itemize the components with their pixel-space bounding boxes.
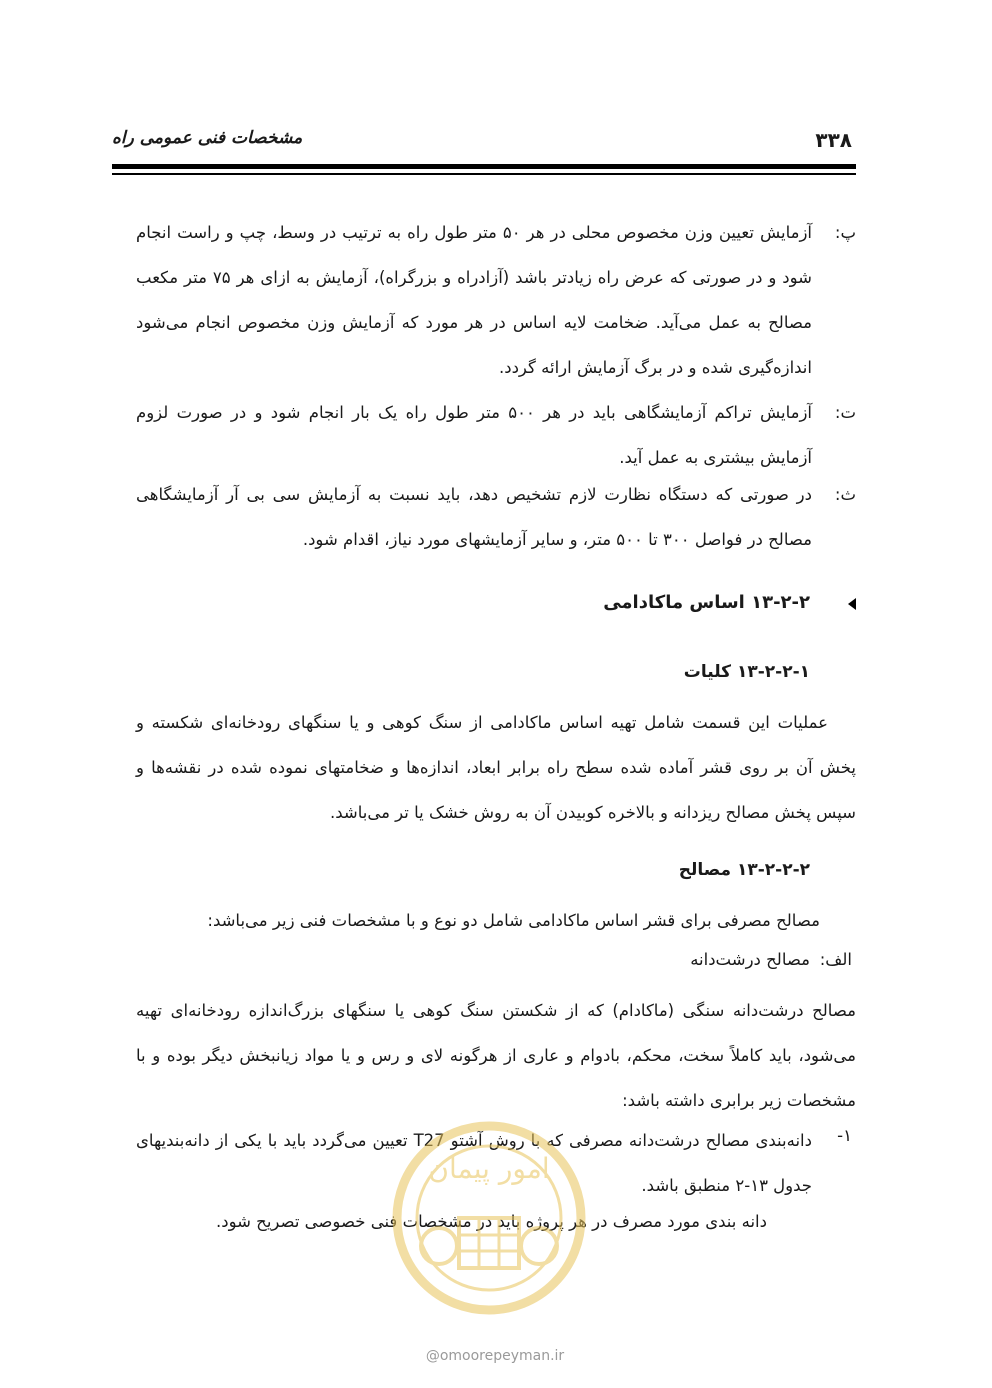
list-item-text: آزمایش تراکم آزمایشگاهی باید در هر ۵۰۰ متر طول راه یک بار انجام شود و در صورت لزوم آزمایش بیشتری به عمل آید. [136,403,813,467]
section-heading: ۱۳-۲-۲ اساس ماکادامی [603,592,810,613]
materials-intro-text: مصالح مصرفی برای قشر اساس ماکادامی شامل دو نوع و با مشخصات فنی زیر می‌باشد: [207,911,820,930]
header-rule-thin [112,173,856,175]
numbered-item-label: ۱- [837,1126,852,1145]
numbered-item-text: دانه‌بندی مصالح درشت‌دانه مصرفی که با روش آشتو T27 تعیین می‌گردد باید با یکی از دانه‌بندیهای جدول ۱۳-۲ منطبق باشد. [136,1131,812,1195]
list-item-se [136,472,856,562]
subsection-heading-general: ۱۳-۲-۲-۱ کلیات [683,662,810,682]
gradation-note: دانه بندی مورد مصرف در هر پروژه باید در مشخصات فنی خصوصی تصریح شود. [215,1212,767,1231]
coarse-aggregate-text: مصالح درشت‌دانه سنگی (ماکادام) که از شکستن سنگ کوهی یا سنگهای بزرگ‌اندازه رودخانه‌ای تهیه می‌شود، باید کاملاً سخت، محکم، بادوام و عاری از هرگونه لای و رس و یا مواد زیانبخش دیگر بوده و با مشخصات زیر برابری داشته باشد: [136,1001,856,1110]
subsection-heading-materials: ۱۳-۲-۲-۲ مصالح [678,860,810,880]
running-header-title: مشخصات فنی عمومی راه [112,128,303,148]
list-item-te [136,390,856,480]
alef-label: الف: [819,950,852,969]
header-rule-thick [112,164,856,169]
watermark-url: @omoorepeyman.ir [425,1348,565,1364]
subsection-general-text: عملیات این قسمت شامل تهیه اساس ماکادامی از سنگ کوهی و یا سنگهای رودخانه‌ای شکسته و پخش آن بر روی قشر آماده شده سطح راه برابر ابعاد، اندازه‌ها و ضخامتهای نموده شده در نقشه‌ها و سپس پخش مصالح ریزدانه و بالاخره کوبیدن آن به روش خشک یا تر می‌باشد. [136,713,856,822]
alef-title: مصالح درشت‌دانه [690,950,810,969]
list-item-label: ت: [834,403,856,422]
list-item-text: آزمایش تعیین وزن مخصوص محلی در هر ۵۰ متر طول راه به ترتیب در وسط، چپ و راست انجام شود و در صورتی که عرض راه زیادتر باشد (آزادراه و بزرگراه)، آزمایش به ازای هر ۷۵ متر مکعب مصالح به عمل می‌آید. ضخامت لایه اساس در هر مورد که آزمایش وزن مخصوص انجام می‌شود اندازه‌گیری شده و در برگ آزمایش ارائه گردد. [136,223,813,377]
watermark-logo-text: امور پیمان [428,1152,550,1185]
list-item-label: پ: [834,223,856,242]
page-number: ۳۳۸ [815,128,852,152]
list-item-label: ث: [834,485,856,504]
list-item-pe [136,210,856,390]
watermark-seal-icon [384,1118,594,1318]
list-item-text: در صورتی که دستگاه نظارت لازم تشخیص دهد، باید نسبت به آزمایش سی بی آر آزمایشگاهی مصالح در فواصل ۳۰۰ تا ۵۰۰ متر، و سایر آزمایشهای مورد نیاز، اقدام شود. [136,485,812,549]
section-bullet-icon [848,598,856,610]
